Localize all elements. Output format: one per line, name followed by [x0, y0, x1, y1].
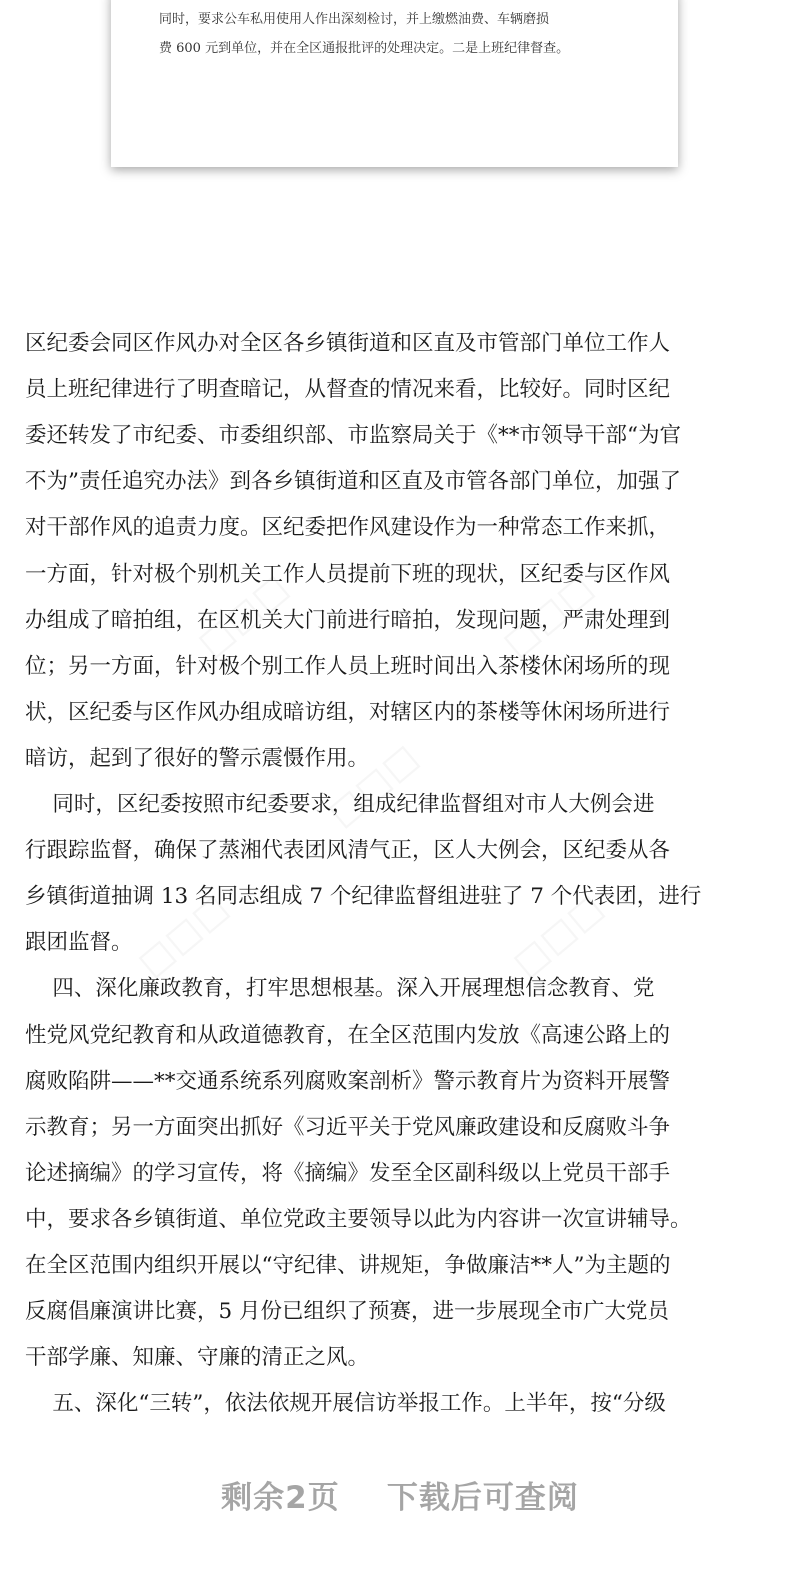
document-text-line: 行跟踪监督，确保了蒸湘代表团风清气正，区人大例会，区纪委从各: [25, 838, 671, 864]
document-text-line: 对干部作风的追责力度。区纪委把作风建设作为一种常态工作来抓，: [25, 515, 671, 541]
download-notice[interactable]: [0, 1472, 800, 1517]
document-text-line: 跟团监督。: [25, 930, 133, 956]
document-text-line: 乡镇街道抽调 13 名同志组成 7 个纪律监督组进驻了 7 个代表团，进行: [25, 884, 702, 910]
download-to-view-text: 下载后可查阅: [386, 1480, 579, 1516]
document-text-line: 性党风党纪教育和从政道德教育，在全区范围内发放《高速公路上的: [25, 1022, 671, 1048]
document-text-line: 状，区纪委与区作风办组成暗访组，对辖区内的茶楼等休闲场所进行: [25, 699, 671, 725]
document-text-line: 一方面，针对极个别机关工作人员提前下班的现状，区纪委与区作风: [25, 561, 671, 587]
document-text-line: 办组成了暗拍组，在区机关大门前进行暗拍，发现问题，严肃处理到: [25, 607, 671, 633]
preview-line-2: 费 600 元到单位，并在全区通报批评的处理决定。二是上班纪律督查。: [159, 41, 570, 56]
remaining-pages-text: 剩余2页: [221, 1480, 340, 1516]
document-text-line: 四、深化廉政教育，打牢思想根基。深入开展理想信念教育、党: [25, 976, 655, 1002]
document-text-line: 不为”责任追究办法》到各乡镇街道和区直及市管各部门单位，加强了: [25, 469, 681, 495]
document-text-line: 区纪委会同区作风办对全区各乡镇街道和区直及市管部门单位工作人: [25, 331, 671, 356]
document-text-line: 员上班纪律进行了明查暗记，从督查的情况来看，比较好。同时区纪: [25, 377, 671, 403]
document-text-line: 位；另一方面，针对极个别工作人员上班时间出入茶楼休闲场所的现: [25, 653, 671, 679]
document-text-line: 在全区范围内组织开展以“守纪律、讲规矩，争做廉洁**人”为主题的: [25, 1253, 671, 1278]
preview-line-1: 同时，要求公车私用使用人作出深刻检讨，并上缴燃油费、车辆磨损: [159, 12, 550, 27]
document-text-line: 同时，区纪委按照市纪委要求，组成纪律监督组对市人大例会进: [25, 792, 655, 817]
document-text-line: 五、深化“三转”，依法依规开展信访举报工作。上半年，按“分级: [25, 1391, 666, 1417]
document-text-line: 反腐倡廉演讲比赛，5 月份已组织了预赛，进一步展现全市广大党员: [25, 1299, 670, 1325]
document-text-line: 暗访，起到了很好的警示震慑作用。: [25, 745, 370, 771]
document-text-line: 委还转发了市纪委、市委组织部、市监察局关于《**市领导干部“为官: [25, 423, 681, 449]
document-text-line: 干部学廉、知廉、守廉的清正之风。: [25, 1345, 370, 1371]
preview-page-card: [111, 0, 678, 167]
document-text-line: 腐败陷阱——**交通系统系列腐败案剖析》警示教育片为资料开展警: [25, 1068, 671, 1094]
document-text-line: 论述摘编》的学习宣传，将《摘编》发至全区副科级以上党员干部手: [25, 1160, 671, 1186]
document-text-line: 示教育；另一方面突出抓好《习近平关于党风廉政建设和反腐败斗争: [25, 1114, 671, 1140]
document-text-line: 中，要求各乡镇街道、单位党政主要领导以此为内容讲一次宣讲辅导。: [25, 1206, 692, 1232]
